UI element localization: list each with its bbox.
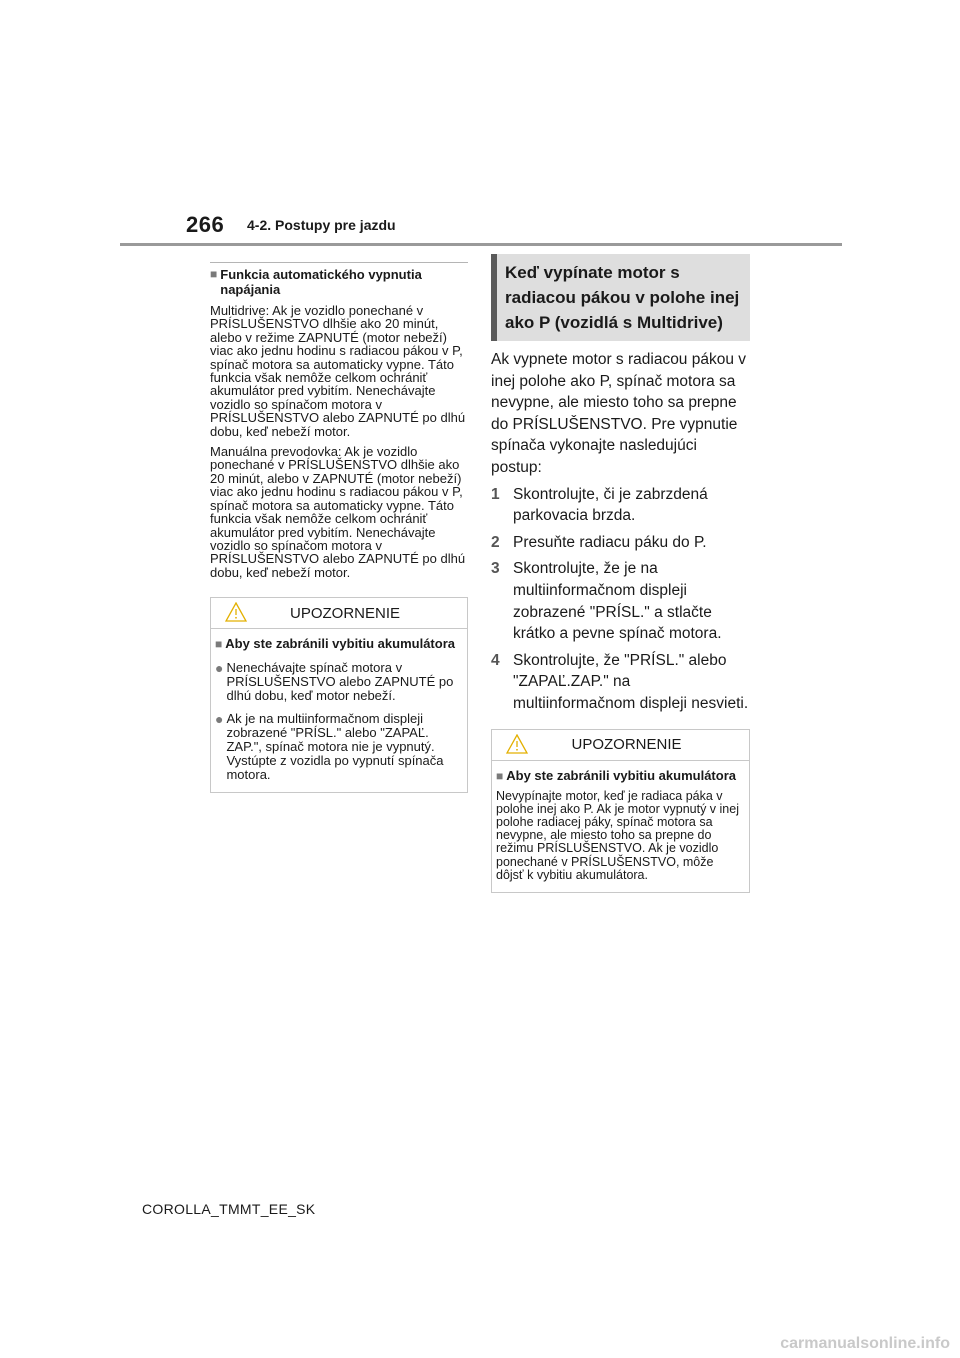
header-rule [120,243,842,246]
warning-bullet [211,703,467,782]
warning-header [211,598,467,629]
warning-title: UPOZORNENIE [289,604,400,622]
left-column [210,262,468,793]
step-item [491,650,750,715]
watermark: carmanualsonline.info [780,1335,950,1352]
section-title: 4-2. Postupy pre jazdu [247,217,396,233]
round-bullet-icon: ● [215,660,224,677]
square-bullet-icon: ■ [215,637,223,652]
warning-triangle-icon [506,734,528,754]
warning-bullet [211,652,467,703]
subheading [210,267,468,297]
warning-triangle-icon [225,602,247,622]
page-number: 266 [186,212,225,237]
warning-header [492,730,749,761]
step-number: 4 [491,651,500,669]
subheading-rule [210,262,468,263]
step-text: Skontrolujte, či je zabrzdená parkovacia brzda. [513,485,708,525]
step-item [491,558,750,644]
step-number: 3 [491,560,500,578]
document-code: COROLLA_TMMT_EE_SK [142,1201,316,1217]
warning-paragraph: Nevypínajte motor, keď je radiaca páka v polohe inej ako P. Ak je motor vypnutý v inej polohe radiacej páky, spínač motora sa nevypne, ale miesto toho sa prepne do režimu PRÍSLUŠENSTVO. Ak je vozidlo ponechané v PRÍSLUŠENSTVO, môže dôjsť k vybitiu akumulátora. [496,788,739,882]
warning-subheading-text: Aby ste zabránili vybitiu akumulátora [506,767,736,783]
square-bullet-icon: ■ [210,267,218,281]
step-item [491,532,750,554]
warning-bullet-text: Ak je na multiinformačnom displeji zobrazené "PRÍSL." alebo "ZAPAĽ. ZAP.", spínač motora nie je vypnutý. Vystúpte z vozidla po vypnutí spínača motora. [226,711,444,783]
square-bullet-icon: ■ [496,768,504,783]
step-number: 2 [491,533,500,551]
warning-title: UPOZORNENIE [571,736,682,753]
paragraph-multidrive: Multidrive: Ak je vozidlo ponechané v PRÍSLUŠENSTVO dlhšie ako 20 minút, alebo v režime ZAPNUTÉ (motor nebeží) viac ako jednu hodinu s radiacou pákou v P, spínač motora sa automaticky vypne. Táto funkcia však nemôže celkom ochrániť akumulátor pred vybitím. Nenechávajte vozidlo so spínačom motora v PRÍSLUŠENSTVO alebo ZAPNUTÉ po dlhú dobu, keď nebeží motor. [210,303,466,439]
subheading-text: Funkcia automatického vypnutia napájania [220,267,422,297]
warning-subheading [492,761,749,784]
warning-subheading-text: Aby ste zabránili vybitiu akumulátora [225,636,455,652]
round-bullet-icon: ● [215,711,224,728]
warning-bullet-text: Nenechávajte spínač motora v PRÍSLUŠENSTVO alebo ZAPNUTÉ po dlhú dobu, keď motor nebeží. [226,660,454,704]
step-text: Skontrolujte, že "PRÍSL." alebo "ZAPAĽ.ZAP." na multiinformačnom displeji nesvieti. [513,651,749,712]
warning-box [491,729,750,893]
warning-subheading [211,629,467,652]
right-column [491,254,750,893]
warning-box [210,597,468,793]
step-text: Skontrolujte, že je na multiinformačnom displeji zobrazené "PRÍSL." a stlačte krátko a pevne spínač motora. [513,560,722,643]
step-text: Presuňte radiacu páku do P. [513,533,707,551]
paragraph-manual: Manuálna prevodovka: Ak je vozidlo ponechané v PRÍSLUŠENSTVO dlhšie ako 20 minút, alebo v ZAPNUTÉ (motor nebeží) viac ako jednu hodinu s radiacou pákou v P, spínač motora sa automaticky vypne. Táto funkcia však nemôže celkom ochrániť akumulátor pred vybitím. Nenechávajte vozidlo so spínačom motora v PRÍSLUŠENSTVO alebo ZAPNUTÉ po dlhú dobu, keď nebeží motor. [210,444,466,580]
section-heading: Keď vypínate motor s radiacou pákou v polohe inej ako P (vozidlá s Multidrive) [491,254,750,341]
step-item [491,484,750,527]
intro-paragraph: Ak vypnete motor s radiacou pákou v inej polohe ako P, spínač motora sa nevypne, ale miesto toho sa prepne do PRÍSLUŠENSTVO. Pre vypnutie spínača vykonajte nasledujúci postup: [491,351,747,476]
step-number: 1 [491,485,500,503]
